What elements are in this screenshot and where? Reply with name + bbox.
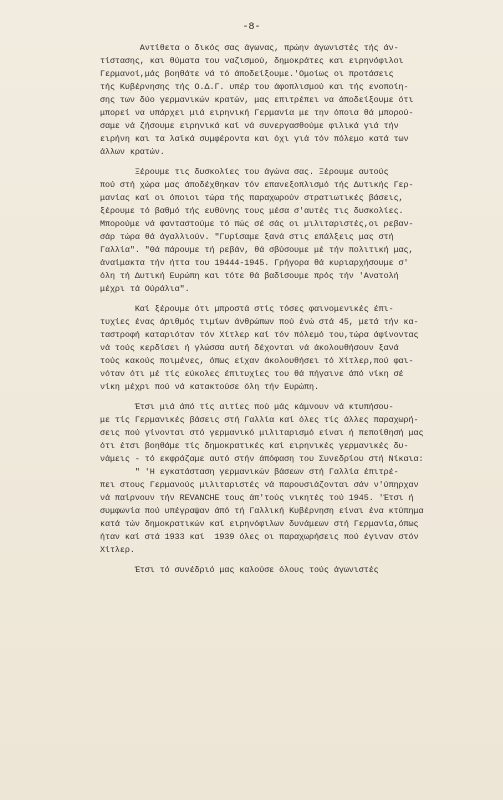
text-line: τυχίες ένας άριθμός τιμίων άνθρώπων πού ένώ στά 45, μετά τήν κα-: [100, 317, 419, 327]
text-line: σεις πού γίνονται στό γερμανικό μιλιταρισμό είναι ή πεποίθησή μας: [100, 428, 424, 438]
page-number: -8-: [242, 22, 261, 33]
text-line: Έτσι μιά άπό τίς αιτίες πού μάς κάμνουν νά κτυπήσου-: [100, 402, 394, 412]
text-line: σάρ τώρα θά άγαλλιούν. "Γυρίσαμε ξανά στις επάλξεις μας στή: [100, 232, 394, 242]
text-line: Ξέρουμε τις δυσκολίες του άγώνα σας. Ξέρουμε αυτούς: [100, 167, 389, 177]
text-line: Χίτλερ.: [100, 545, 135, 555]
text-line: ταστροφή καταριόταν τόν Χίτλερ καί τόν πόλεμό του,τώρα άφίνοντας: [100, 330, 419, 340]
text-line: νόταν ότι μέ τίς εύκολες έπιτυχίες του θά πήγαινε άπό νίκη σέ: [100, 369, 404, 379]
text-line: τής Κυβέρνησης τής Ο.Δ.Γ. υπέρ του άφοπλισμού και τής ενοποίη-: [100, 82, 409, 92]
text-line: πού στή χώρα μας άποδέχθηκαν τόν επανεξοπλισμό τής Δυτικής Γερ-: [100, 180, 414, 190]
paragraph: [100, 166, 480, 296]
text-line: " 'Η εγκατάσταση γερμανικών βάσεων στή Γαλλία έπιτρέ-: [100, 467, 399, 477]
text-line: Γερμανοί,μάς βοηθάτε νά τό άποδείξουμε.'Ομοίως οι προτάσεις: [100, 69, 394, 79]
text-line: άλλων κρατών.: [100, 147, 165, 157]
text-line: συμφωνία πού υπέγραψαν άπό τή Γαλλική Κυβέρνηση είναι ένα κτύπημα: [100, 506, 424, 516]
text-line: τίστασης, και θύματα του ναζισμού, δημοκράτες και ειρηνόφιλοι: [100, 56, 404, 66]
paragraph: [100, 401, 480, 557]
paragraph: [100, 303, 480, 394]
text-line: νίκη μέχρι πού νά κατακτούσε όλη τήν Ευρώπη.: [100, 382, 319, 392]
text-line: κατά τών δημοκρατικών καί ειρηνόφιλων δυνάμεων στή Γερμανία,όπως: [100, 519, 419, 529]
paragraph-gap: [100, 296, 480, 303]
text-line: νά παίρνουν τήν REVANCHE τους άπ'τούς νικητές τού 1945. 'Έτσι ή: [100, 493, 414, 503]
text-line: Καί ξέρουμε ότι μπροστά στίς τόσες φαινομενικές έπι-: [100, 304, 394, 314]
text-line: μανίας καί οι όποιοι τώρα τής παραχωρούν στρατιωτικές βάσεις,: [100, 193, 404, 203]
text-line: Έτσι τό συνέδριό μας καλούσε όλους τούς άγωνιστές: [100, 565, 379, 575]
paragraph-gap: [100, 394, 480, 401]
text-line: Μπορούμε νά φανταστούμε τό πώς σέ σάς οι μιλιταριστές,οι ρεβαν-: [100, 219, 414, 229]
text-line: μπορεί να υπάρχει μιά ειρηνική Γερμανία με την όποια θά μπορού-: [100, 108, 414, 118]
text-line: νάμεις - τό εκφράζαμε αυτό στήν άπόφαση του Συνεδρίου στή Νίκαια:: [100, 454, 424, 464]
text-line: πει στους Γερμανούς μιλιταριστές νά παρουσιάζονται σάν ν'ύπηρχαν: [100, 480, 419, 490]
page-body: [100, 42, 480, 577]
text-line: ότι έτσι βοηθάμε τίς δημοκρατικές καί ειρηνικές γερμανικές δυ-: [100, 441, 409, 451]
text-line: με τίς Γερμανικές βάσεις στή Γαλλία καί όλες τίς άλλες παραχωρή-: [100, 415, 419, 425]
text-line: ξέρουμε τό βαθμό τής ευθύνης τους μέσα σ'αυτές τις δυσκολίες.: [100, 206, 404, 216]
paragraph-gap: [100, 159, 480, 166]
text-line: όλη τή Δυτική Ευρώπη και τότε θά βαδίσουμε πρός τήν 'Ανατολή: [100, 271, 399, 281]
text-line: τούς κακούς ποιμένες, όπως είχαν άκολουθήσει τό Χίτλερ,πού φαι-: [100, 356, 414, 366]
text-line: μέχρι τά Ούράλια".: [100, 284, 190, 294]
paragraph-gap: [100, 557, 480, 564]
text-line: ήταν καί στά 1933 καί 1939 όλες οι παραχωρήσεις πού έγιναν στόν: [100, 532, 419, 542]
text-line: νά τούς κερδίσει ή γλώσσα αυτή δέχονται νά άκολουθήσουν ξανά: [100, 343, 399, 353]
text-line: άναίμακτα τήν ήττα του 19444-1945. Γρήγορα θά κυριαρχήσουμε σ': [100, 258, 409, 268]
text-line: Αντίθετα ο δικός σας άγωνας, πρώην άγωνιστές τής άν-: [100, 43, 399, 53]
paragraph: [100, 564, 480, 577]
paragraph: [100, 42, 480, 159]
text-line: Γαλλία". "Θά πάρουμε τή ρεβάν, θά σβύσουμε μέ τήν πολιτική μας,: [100, 245, 414, 255]
text-line: σης των δύο γερμανικών κρατών, μας επιτρέπει να άποδείξουμε ότι: [100, 95, 414, 105]
text-line: ειρήνη και τα λαϊκά συμφέροντα και όχι γιά τόν πόλεμο κατά των: [100, 134, 409, 144]
text-line: σαμε νά ζήσουμε ειρηνικά καί νά συνεργασθούμε φιλικά γιά τήν: [100, 121, 399, 131]
